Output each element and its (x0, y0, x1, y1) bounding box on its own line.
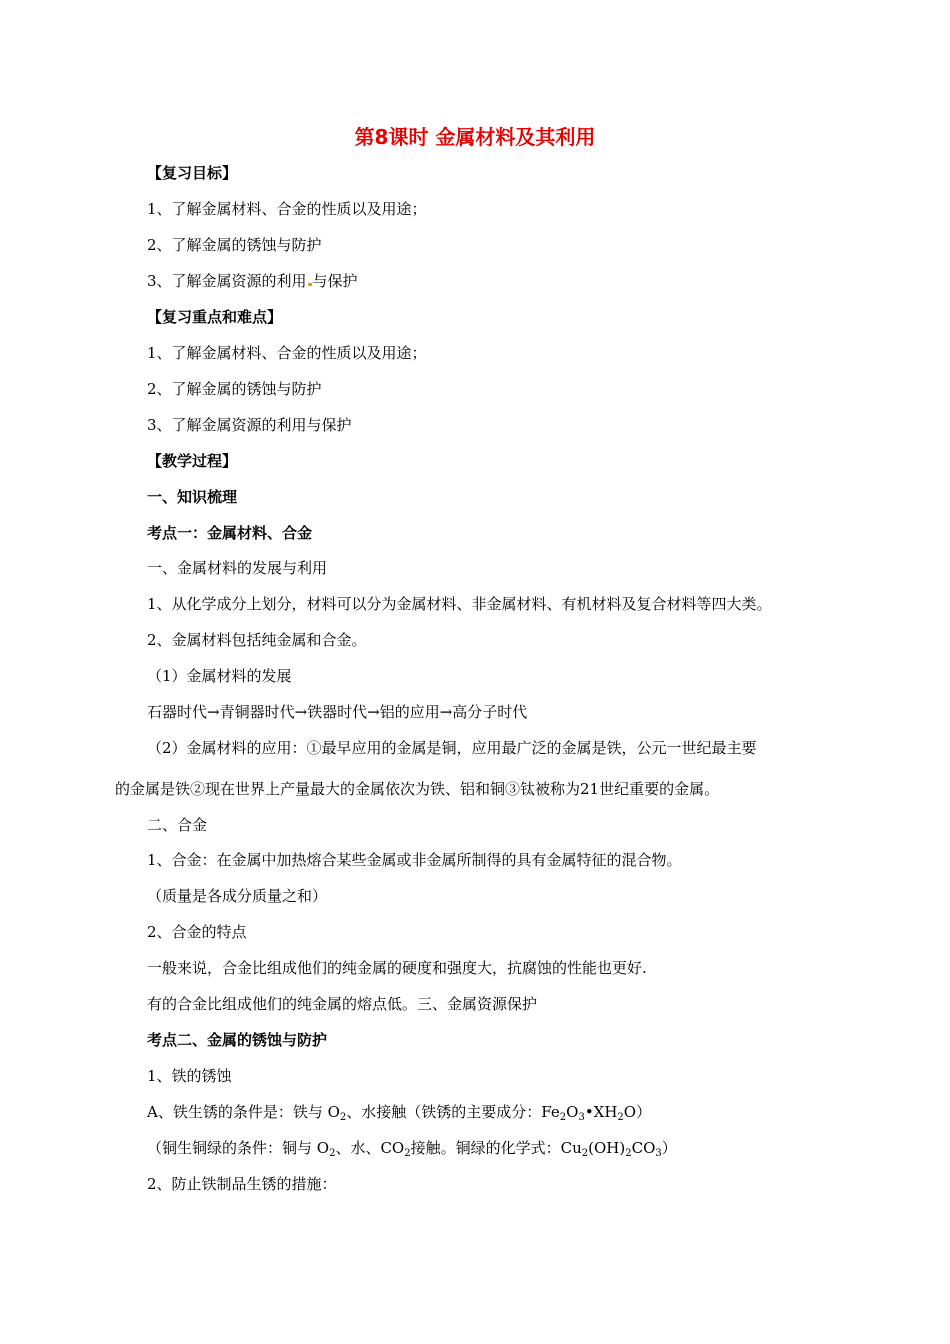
edit-marker (308, 283, 312, 286)
key-points-heading: 【复习重点和难点】 (147, 308, 283, 326)
paragraph: 2、合金的特点 (147, 923, 247, 941)
topic-heading: 考点一：金属材料、合金 (147, 524, 313, 542)
review-goal-item: 1、了解金属材料、合金的性质以及用途； (147, 200, 427, 218)
review-goal-text: 3、了解金属资源的利用 (147, 272, 307, 290)
section-heading: 一、知识梳理 (147, 488, 238, 506)
paragraph-rust-condition: A、铁生锈的条件是：铁与 $O_2$、水接触（铁锈的主要成分：$Fe_2O_3•XH_2O$） (147, 1103, 652, 1123)
topic-heading: 考点二、金属的锈蚀与防护 (147, 1031, 328, 1049)
paragraph-copper-patina: （铜生铜绿的条件：铜与 $O_2$、水、$CO_2$接触。铜绿的化学式：$Cu_2(OH)_2CO_3$） (147, 1139, 677, 1159)
paragraph: 一般来说，合金比组成他们的纯金属的硬度和强度大，抗腐蚀的性能也更好. (147, 959, 647, 977)
review-goal-item (147, 271, 358, 291)
paragraph: 1、铁的锈蚀 (147, 1067, 232, 1085)
paragraph: （1）金属材料的发展 (147, 667, 292, 685)
subsection-heading: 二、合金 (147, 816, 208, 834)
paragraph: 石器时代→青铜器时代→铁器时代→铝的应用→高分子时代 (147, 703, 528, 721)
process-heading: 【教学过程】 (147, 452, 238, 470)
paragraph: （质量是各成分质量之和） (147, 887, 328, 905)
paragraph: 1、合金：在金属中加热熔合某些金属或非金属所制得的具有金属特征的混合物。 (147, 851, 682, 869)
key-point-item: 1、了解金属材料、合金的性质以及用途； (147, 344, 427, 362)
review-goals-heading: 【复习目标】 (147, 164, 238, 182)
paragraph: 2、金属材料包括纯金属和合金。 (147, 631, 367, 649)
key-point-item: 3、了解金属资源的利用与保护 (147, 416, 352, 434)
key-point-item: 2、了解金属的锈蚀与防护 (147, 380, 322, 398)
paragraph: 2、防止铁制品生锈的措施： (147, 1175, 337, 1193)
paragraph: 有的合金比组成他们的纯金属的熔点低。三、金属资源保护 (147, 995, 538, 1013)
paragraph-continuation: 的金属是铁②现在世界上产量最大的金属依次为铁、铝和铜③钛被称为21世纪重要的金属。 (115, 780, 720, 798)
review-goal-text-end: 与保护 (312, 272, 358, 290)
paragraph: 1、从化学成分上划分，材料可以分为金属材料、非金属材料、有机材料及复合材料等四大类。 (147, 595, 772, 613)
subsection-heading: 一、金属材料的发展与利用 (147, 559, 328, 577)
review-goal-item: 2、了解金属的锈蚀与防护 (147, 236, 322, 254)
paragraph: （2）金属材料的应用：①最早应用的金属是铜，应用最广泛的金属是铁，公元一世纪最主要 (147, 739, 757, 757)
page-title: 第8课时 金属材料及其利用 (354, 125, 596, 149)
